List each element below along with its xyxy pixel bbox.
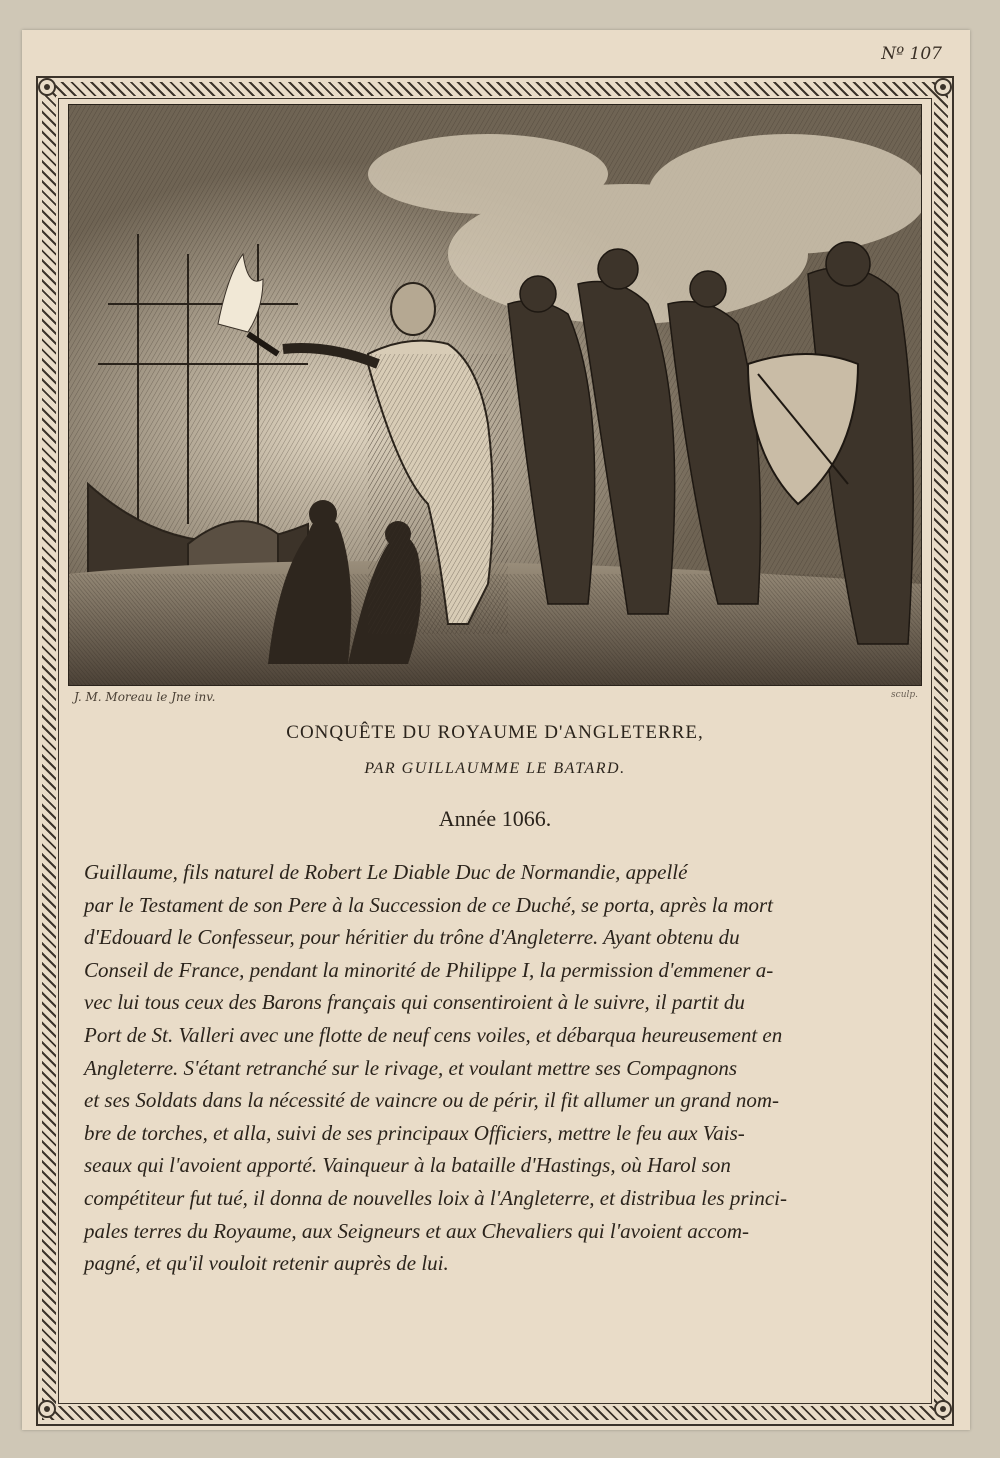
engraving-illustration <box>68 104 922 686</box>
page-title: CONQUÊTE DU ROYAUME D'ANGLETERRE, <box>286 722 704 743</box>
text-line: bre de torches, et alla, suivi de ses principaux Officiers, mettre le feu aux Vais- <box>84 1120 745 1145</box>
engraver-credit: sculp. <box>891 690 918 700</box>
text-line: d'Edouard le Confesseur, pour héritier du trône d'Angleterre. Ayant obtenu du <box>84 925 740 950</box>
text-line: et ses Soldats dans la nécessité de vaincre ou de périr, il fit allumer un grand nom- <box>84 1088 780 1113</box>
page-subtitle: PAR GUILLAUMME LE BATARD. <box>364 760 626 777</box>
text-line: seaux qui l'avoient apporté. Vainqueur à la bataille d'Hastings, où Harol son <box>84 1153 731 1178</box>
plate-number: Nº 107 <box>881 44 942 64</box>
corner-rosette-icon <box>934 1400 952 1418</box>
artist-credit: J. M. Moreau le Jne inv. <box>74 690 216 704</box>
text-line: Conseil de France, pendant la minorité de Philippe I, la permission d'emmener a- <box>84 957 774 982</box>
corner-rosette-icon <box>38 78 56 96</box>
text-line: Angleterre. S'étant retranché sur le rivage, et voulant mettre ses Compagnons <box>84 1055 738 1080</box>
corner-rosette-icon <box>38 1400 56 1418</box>
text-line: pales terres du Royaume, aux Seigneurs et aux Chevaliers qui l'avoient accom- <box>84 1218 750 1243</box>
corner-rosette-icon <box>934 78 952 96</box>
text-line: Port de St. Valleri avec une flotte de neuf cens voiles, et débarqua heureusement en <box>84 1022 783 1047</box>
body-paragraph <box>84 856 910 1280</box>
engraving-scene <box>68 104 922 686</box>
text-line: pagné, et qu'il vouloit retenir auprès de lui. <box>84 1251 449 1276</box>
text-line: compétiteur fut tué, il donna de nouvelles loix à l'Angleterre, et distribua les princi- <box>84 1185 787 1210</box>
text-line: Guillaume, fils naturel de Robert Le Diable Duc de Normandie, appellé <box>84 860 688 884</box>
year-heading: Année 1066. <box>438 806 552 831</box>
text-line: vec lui tous ceux des Barons français qui consentiroient à le suivre, il partit du <box>84 990 745 1015</box>
text-line: par le Testament de son Pere à la Succession de ce Duché, se porta, après la mort <box>84 892 774 917</box>
